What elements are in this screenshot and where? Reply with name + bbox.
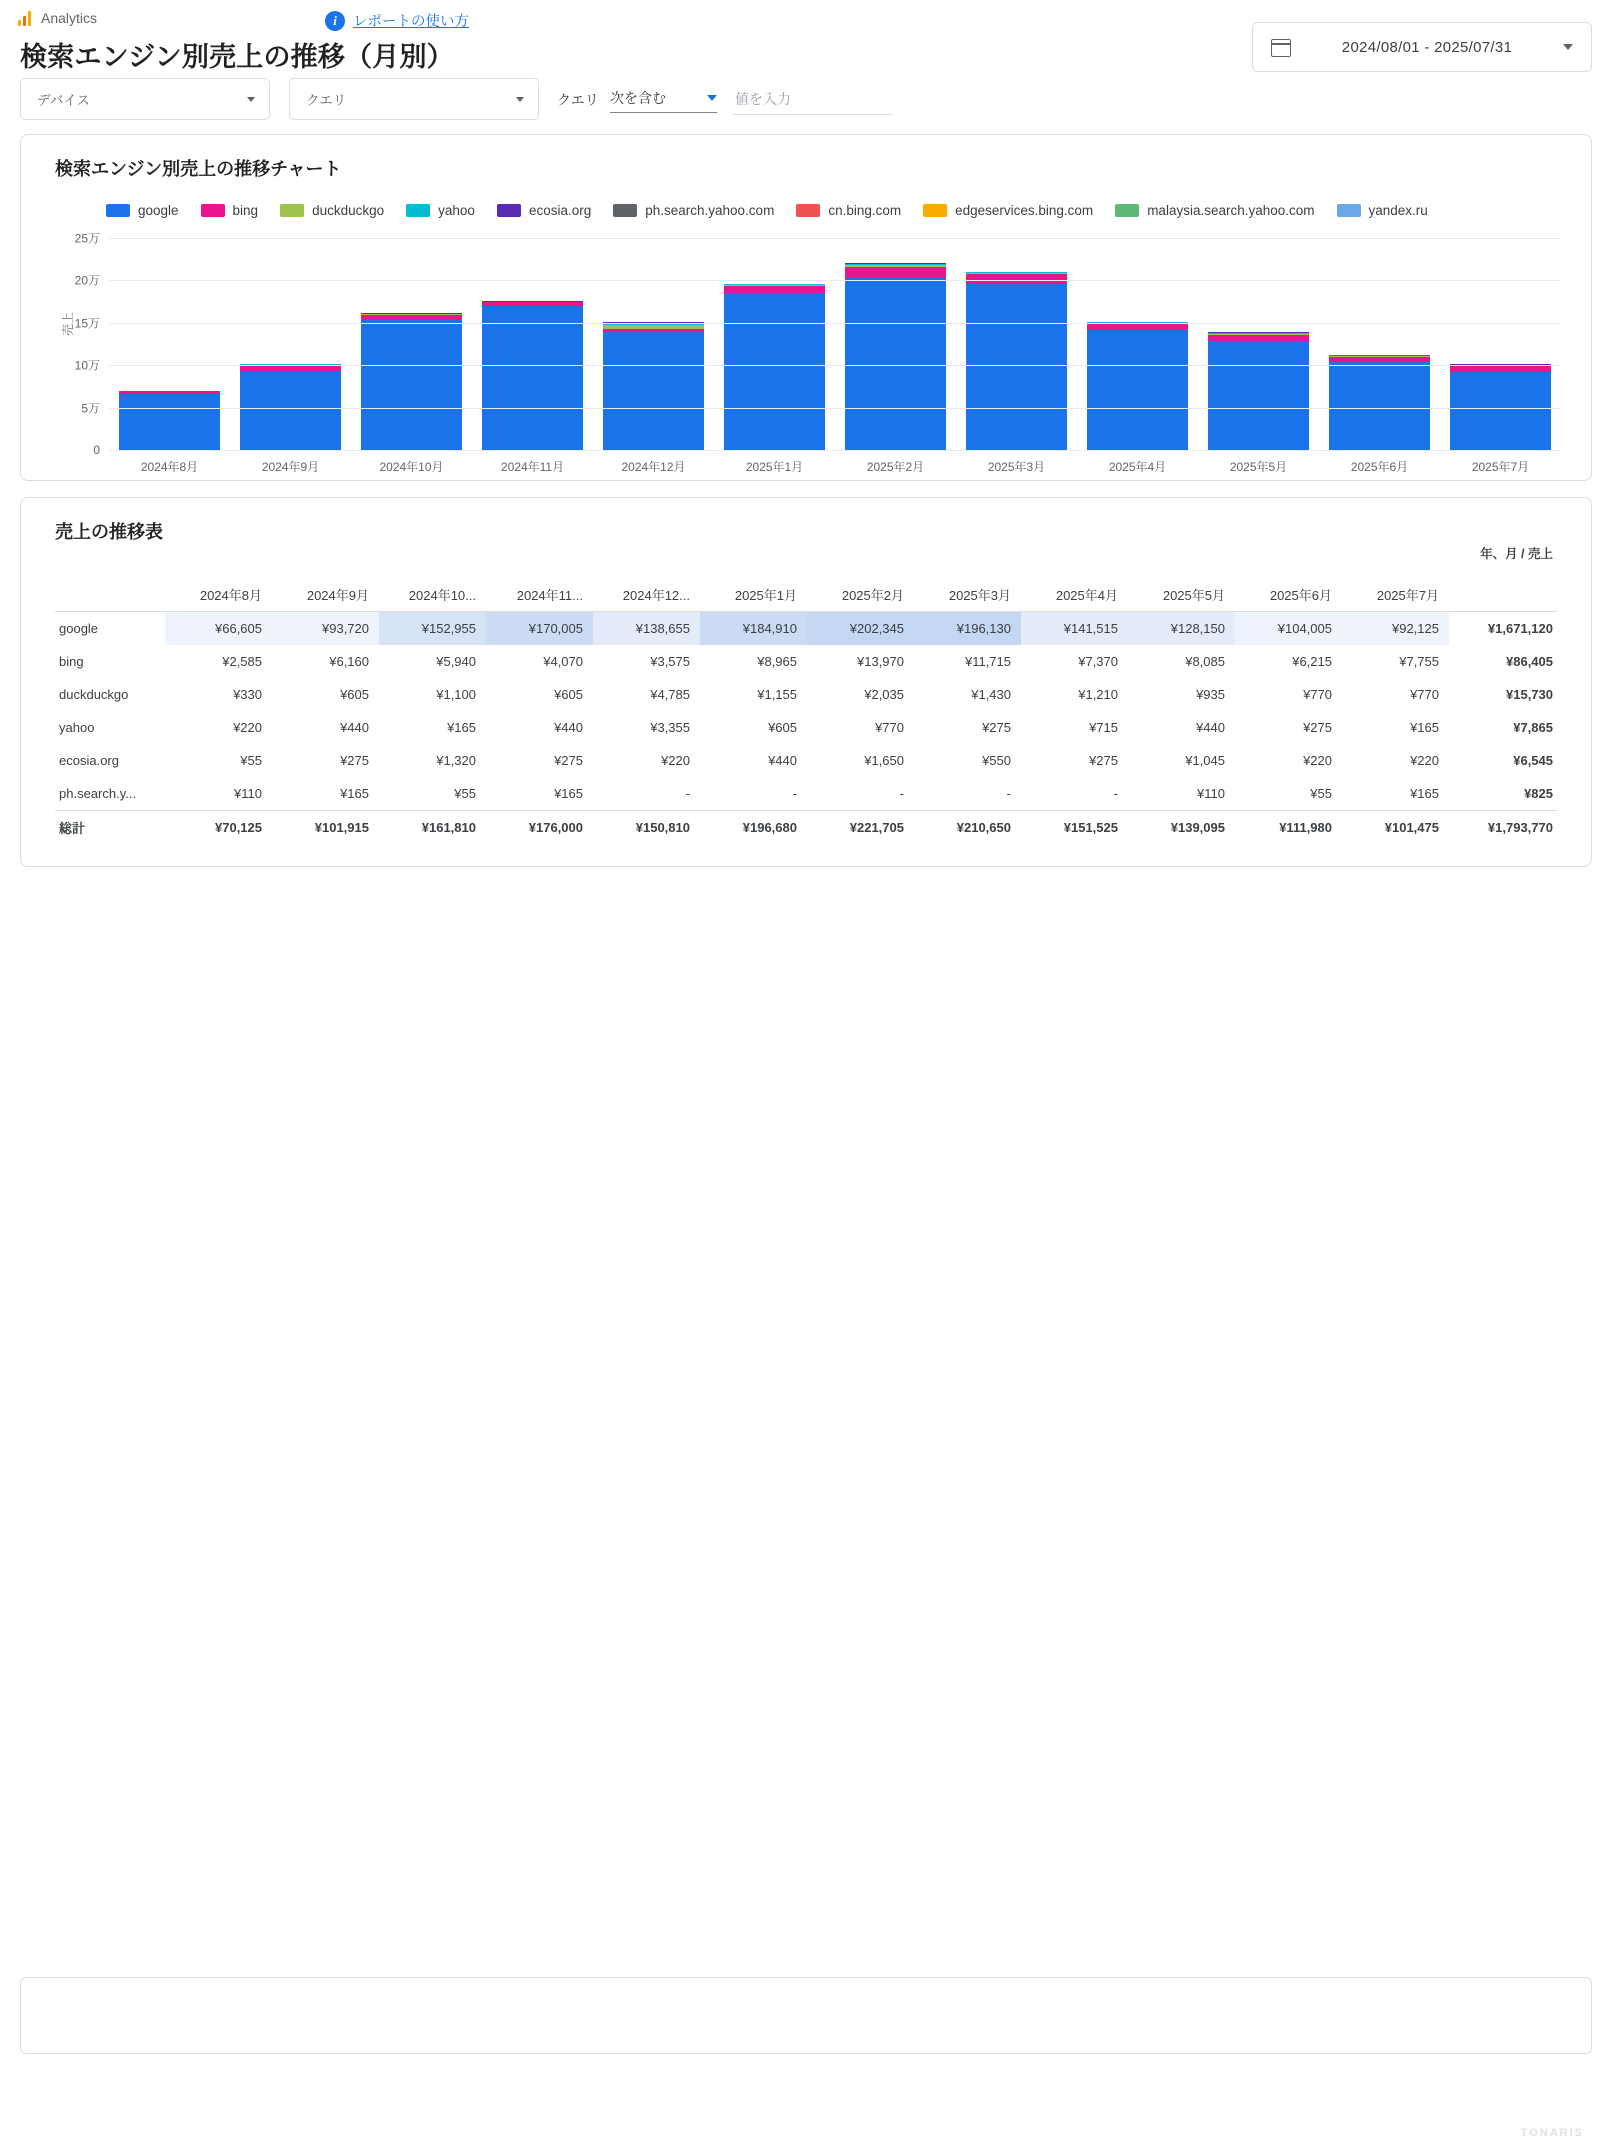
table-cell: ¥2,585 [222, 654, 262, 669]
y-axis-tick: 10万 [74, 358, 100, 373]
table-cell: ¥1,210 [1078, 687, 1118, 702]
chart-area [21, 230, 1591, 480]
table-cell-total: ¥1,671,120 [1487, 621, 1553, 636]
table-col-header[interactable]: 2024年9月 [272, 578, 379, 612]
table-cell: ¥330 [233, 687, 262, 702]
legend-swatch [497, 204, 521, 217]
table-cell: ¥4,070 [543, 654, 583, 669]
table-cell-total: ¥825 [1524, 786, 1553, 801]
table-col-header[interactable]: 2025年3月 [914, 578, 1021, 612]
table-cell: ¥92,125 [1342, 612, 1449, 646]
table-row-label: ecosia.org [59, 753, 119, 768]
table-cell: ¥8,965 [757, 654, 797, 669]
y-axis-title: 売上 [61, 311, 75, 336]
table-row-label: bing [59, 654, 84, 669]
table-cell: ¥221,705 [807, 811, 914, 845]
table-row-label: duckduckgo [59, 687, 129, 702]
table-cell: - [685, 786, 690, 801]
table-cell: ¥110 [234, 786, 262, 801]
table-cell: ¥55 [454, 786, 476, 801]
table-cell: ¥150,810 [593, 811, 700, 845]
bar-segment [724, 293, 826, 450]
table-cell: ¥7,370 [1078, 654, 1118, 669]
table-col-header[interactable]: 2024年11... [486, 578, 593, 612]
table-cell: ¥165 [1410, 720, 1439, 735]
table-cell: ¥275 [554, 753, 583, 768]
bar-segment [603, 332, 705, 450]
x-axis-tick: 2024年10月 [379, 460, 444, 474]
table-cell: ¥440 [1196, 720, 1225, 735]
bar-column[interactable] [1087, 238, 1189, 450]
table-cell: ¥5,940 [436, 654, 476, 669]
table-cell: ¥1,100 [436, 687, 476, 702]
table-cell: ¥101,475 [1342, 811, 1449, 845]
table-cell: ¥70,125 [165, 811, 272, 845]
table-cell: ¥152,955 [379, 612, 486, 646]
table-col-header[interactable]: 2024年12... [593, 578, 700, 612]
query-filter-select[interactable] [289, 78, 539, 120]
table-card-title: 売上の推移表 [55, 522, 163, 542]
table-cell: ¥93,720 [272, 612, 379, 646]
table-cell: ¥275 [982, 720, 1011, 735]
legend-item[interactable] [923, 203, 1093, 218]
bar-column[interactable] [603, 238, 705, 450]
table-cell: ¥55 [1310, 786, 1332, 801]
chevron-down-icon [707, 95, 717, 101]
table-cell: ¥275 [1303, 720, 1332, 735]
legend-item[interactable] [613, 203, 774, 218]
condition-operator-select[interactable] [610, 84, 717, 113]
legend-swatch [201, 204, 225, 217]
table-cell-total: ¥86,405 [1506, 654, 1553, 669]
chart-x-axis-labels [109, 458, 1561, 475]
y-axis-tick: 25万 [74, 231, 100, 246]
bar-segment [1450, 372, 1552, 450]
table-cell: ¥440 [340, 720, 369, 735]
table-col-header[interactable]: 2025年6月 [1235, 578, 1342, 612]
legend-item[interactable] [201, 203, 259, 218]
table-cell: ¥440 [554, 720, 583, 735]
x-axis-tick: 2025年4月 [1108, 460, 1167, 474]
table-row [55, 645, 1557, 678]
table-cell: ¥605 [340, 687, 369, 702]
legend-item[interactable] [106, 203, 179, 218]
table-row [55, 612, 1557, 646]
table-cell: ¥275 [340, 753, 369, 768]
legend-item[interactable] [406, 203, 475, 218]
table-row [55, 678, 1557, 711]
table-col-header[interactable]: 2024年8月 [165, 578, 272, 612]
table-cell: ¥1,650 [864, 753, 904, 768]
table-cell: ¥770 [875, 720, 904, 735]
y-axis-tick: 0 [93, 443, 100, 457]
legend-label: yandex.ru [1368, 203, 1428, 218]
legend-swatch [406, 204, 430, 217]
legend-swatch [280, 204, 304, 217]
table-cell: ¥6,215 [1292, 654, 1332, 669]
help-link-group[interactable] [325, 10, 469, 31]
table-row [55, 777, 1557, 811]
table-cell: ¥7,755 [1399, 654, 1439, 669]
table-cell: ¥770 [1303, 687, 1332, 702]
table-cell: - [899, 786, 904, 801]
bottom-panel [20, 1977, 1592, 2054]
table-cell: ¥165 [554, 786, 583, 801]
table-cell: ¥220 [661, 753, 690, 768]
table-cell: ¥128,150 [1128, 612, 1235, 646]
table-cell: ¥1,430 [971, 687, 1011, 702]
x-axis-tick: 2025年2月 [866, 460, 925, 474]
table-cell: ¥605 [768, 720, 797, 735]
bar-column[interactable] [1329, 238, 1431, 450]
table-cell: ¥165 [340, 786, 369, 801]
table-cell: ¥184,910 [700, 612, 807, 646]
table-cell: ¥110 [1197, 786, 1225, 801]
table-cell: - [1006, 786, 1011, 801]
table-cell: ¥605 [554, 687, 583, 702]
legend-item[interactable] [497, 203, 591, 218]
table-card [20, 497, 1592, 867]
table-cell: ¥4,785 [650, 687, 690, 702]
bar-column[interactable] [119, 238, 221, 450]
bar-segment [724, 286, 826, 294]
bar-segment [361, 320, 463, 450]
table-cell: ¥165 [447, 720, 476, 735]
bar-column[interactable] [240, 238, 342, 450]
bar-segment [1208, 335, 1310, 342]
legend-item[interactable] [1337, 203, 1428, 218]
chevron-down-icon [516, 97, 524, 102]
table-row-label: yahoo [59, 720, 95, 735]
table-cell: ¥220 [233, 720, 262, 735]
query-condition-label: クエリ [557, 92, 599, 108]
table-cell: ¥770 [1410, 687, 1439, 702]
gridline [109, 323, 1561, 324]
condition-operator-value: 次を含む [610, 90, 666, 106]
table-cell-grand-total: ¥1,793,770 [1449, 811, 1557, 845]
table-cell: ¥196,680 [700, 811, 807, 845]
legend-label: malaysia.search.yahoo.com [1147, 203, 1315, 218]
watermark: TONARIS [1520, 2127, 1584, 2139]
table-cell: ¥935 [1196, 687, 1225, 702]
table-col-header[interactable]: 2025年4月 [1021, 578, 1128, 612]
bar-segment [966, 274, 1068, 284]
bar-segment [1208, 341, 1310, 450]
table-cell-total: ¥7,865 [1513, 720, 1553, 735]
gridline [109, 365, 1561, 366]
x-axis-tick: 2024年9月 [261, 460, 320, 474]
legend-item[interactable] [280, 203, 384, 218]
legend-swatch [613, 204, 637, 217]
x-axis-tick: 2024年8月 [140, 460, 199, 474]
table-cell: ¥1,155 [757, 687, 797, 702]
bar-segment [845, 267, 947, 279]
table-cell: ¥220 [1410, 753, 1439, 768]
chart-card-title: 検索エンジン別売上の推移チャート [55, 159, 342, 179]
bar-segment [119, 394, 221, 450]
legend-item[interactable] [796, 203, 901, 218]
bar-segment [1329, 362, 1431, 450]
table-cell: ¥101,915 [272, 811, 379, 845]
bar-segment [240, 371, 342, 450]
table-cell: ¥151,525 [1021, 811, 1128, 845]
bar-column[interactable] [361, 238, 463, 450]
y-axis-tick: 5万 [81, 401, 100, 416]
device-filter-label: デバイス [37, 93, 91, 108]
bar-column[interactable] [845, 238, 947, 450]
chart-legend [21, 181, 1591, 218]
table-metric-label: 年、月 / 売上 [1480, 547, 1553, 561]
table-cell: ¥13,970 [857, 654, 904, 669]
bar-segment [482, 306, 584, 450]
brand-label: Analytics [41, 10, 98, 26]
legend-label: ecosia.org [528, 203, 592, 218]
chart-plot [74, 231, 1561, 457]
table-cell: ¥3,355 [650, 720, 690, 735]
table-cell: ¥220 [1303, 753, 1332, 768]
bar-segment [966, 284, 1068, 450]
bar-column[interactable] [1208, 238, 1310, 450]
chart-card [20, 134, 1592, 481]
chart-bars [109, 238, 1561, 450]
x-axis-tick: 2025年5月 [1229, 460, 1288, 474]
x-axis-tick: 2024年11月 [500, 460, 565, 474]
table-cell: ¥138,655 [593, 612, 700, 646]
table-cell: ¥170,005 [486, 612, 593, 646]
table-row-label: ph.search.y... [59, 786, 137, 801]
legend-item[interactable] [1115, 203, 1314, 218]
table-cell: ¥161,810 [379, 811, 486, 845]
table-cell: ¥440 [768, 753, 797, 768]
table-total-row [55, 811, 1557, 845]
x-axis-tick: 2025年3月 [987, 460, 1046, 474]
x-axis-tick: 2024年12月 [621, 460, 686, 474]
table-col-header[interactable]: 2025年7月 [1342, 578, 1449, 612]
bar-column[interactable] [966, 238, 1068, 450]
table-cell: ¥176,000 [486, 811, 593, 845]
table-col-header-total[interactable] [1449, 578, 1557, 612]
x-axis-tick: 2025年7月 [1471, 460, 1530, 474]
info-icon: i [325, 11, 345, 31]
query-filter-label: クエリ [306, 93, 347, 108]
x-axis-tick: 2025年1月 [745, 460, 804, 474]
legend-swatch [923, 204, 947, 217]
table-row-label: google [59, 621, 99, 636]
chevron-down-icon [247, 97, 255, 102]
y-axis-tick: 20万 [74, 273, 100, 288]
legend-label: cn.bing.com [828, 203, 902, 218]
filter-value-input[interactable] [733, 84, 892, 115]
analytics-brand [18, 10, 97, 26]
table-cell-total: ¥15,730 [1506, 687, 1553, 702]
table-cell: - [1113, 786, 1118, 801]
table-cell: ¥165 [1410, 786, 1439, 801]
y-axis-tick: 15万 [74, 316, 100, 331]
table-cell: ¥111,980 [1235, 811, 1342, 845]
calendar-icon [1271, 37, 1291, 57]
table-cell: ¥66,605 [165, 612, 272, 646]
table-cell: - [792, 786, 797, 801]
page-title: 検索エンジン別売上の推移（月別） [20, 42, 454, 72]
table-col-header[interactable]: 2025年2月 [807, 578, 914, 612]
gridline [109, 238, 1561, 239]
analytics-logo-icon [18, 10, 34, 26]
chevron-down-icon [1563, 44, 1573, 50]
table-col-header[interactable]: 2025年5月 [1128, 578, 1235, 612]
legend-swatch [1337, 204, 1361, 217]
table-cell: ¥196,130 [914, 612, 1021, 646]
bar-column[interactable] [724, 238, 826, 450]
legend-label: google [138, 203, 179, 218]
table-col-header[interactable]: 2025年1月 [700, 578, 807, 612]
legend-swatch [796, 204, 820, 217]
table-cell: ¥55 [240, 753, 262, 768]
filter-bar [0, 78, 1612, 124]
table-cell: ¥275 [1089, 753, 1118, 768]
table-cell: ¥139,095 [1128, 811, 1235, 845]
legend-label: yahoo [438, 203, 475, 218]
table-cell: ¥210,650 [914, 811, 1021, 845]
table-cell: ¥1,320 [436, 753, 476, 768]
table-row [55, 744, 1557, 777]
table-cell: ¥104,005 [1235, 612, 1342, 646]
top-bar [0, 0, 1612, 78]
legend-swatch [106, 204, 130, 217]
report-usage-link[interactable]: レポートの使い方 [353, 14, 469, 30]
table-cell: ¥202,345 [807, 612, 914, 646]
table-cell-total: ¥6,545 [1513, 753, 1553, 768]
sales-trend-table [55, 578, 1557, 844]
date-range-value: 2024/08/01 - 2025/07/31 [1341, 38, 1513, 56]
table-body [55, 612, 1557, 845]
bar-column[interactable] [1450, 238, 1552, 450]
legend-label: bing [232, 203, 259, 218]
table-col-header[interactable] [55, 578, 165, 612]
table-row-label: 総計 [55, 811, 165, 845]
date-range-picker[interactable] [1252, 22, 1592, 72]
device-filter-select[interactable] [20, 78, 270, 120]
table-cell: ¥715 [1089, 720, 1118, 735]
table-cell: ¥6,160 [329, 654, 369, 669]
table-cell: ¥141,515 [1021, 612, 1128, 646]
table-cell: ¥3,575 [650, 654, 690, 669]
table-col-header[interactable]: 2024年10... [379, 578, 486, 612]
legend-label: duckduckgo [312, 203, 385, 218]
table-cell: ¥2,035 [864, 687, 904, 702]
bar-segment [1087, 330, 1189, 450]
table-row [55, 711, 1557, 744]
table-header-row [55, 578, 1557, 612]
table-cell: ¥11,715 [964, 654, 1011, 669]
gridline [109, 450, 1561, 451]
legend-swatch [1115, 204, 1139, 217]
legend-label: ph.search.yahoo.com [645, 203, 775, 218]
table-cell: ¥8,085 [1185, 654, 1225, 669]
table-cell: ¥550 [982, 753, 1011, 768]
gridline [109, 408, 1561, 409]
table-cell: ¥1,045 [1185, 753, 1225, 768]
legend-label: edgeservices.bing.com [955, 203, 1094, 218]
bar-column[interactable] [482, 238, 584, 450]
gridline [109, 280, 1561, 281]
x-axis-tick: 2025年6月 [1350, 460, 1409, 474]
